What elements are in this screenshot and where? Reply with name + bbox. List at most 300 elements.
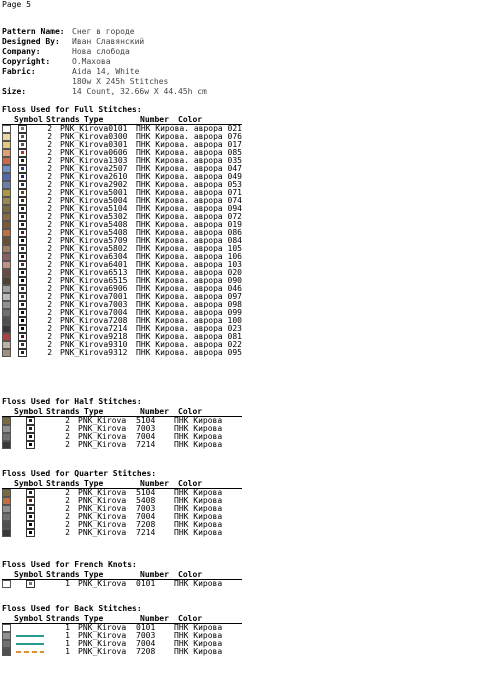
number-cell: 7004 xyxy=(136,432,156,441)
header-strands: Strands xyxy=(46,115,80,124)
strands-cell: 2 xyxy=(47,148,53,157)
color-swatch xyxy=(2,529,11,537)
symbol-cell xyxy=(11,277,34,285)
number-cell: 0301 xyxy=(108,140,128,149)
symbol-cell xyxy=(11,245,34,253)
color-swatch xyxy=(2,213,11,221)
swatch-cell xyxy=(2,253,11,261)
type-cell: PNK_Kirova xyxy=(60,332,109,341)
strands-cell: 2 xyxy=(47,156,53,165)
strands-cell: 2 xyxy=(65,424,70,433)
header-number: Number xyxy=(140,115,169,124)
color-swatch xyxy=(2,489,11,497)
meta-row xyxy=(2,37,207,47)
type-cell: PNK_Kirova xyxy=(78,432,127,441)
number-cell: 5302 xyxy=(108,212,128,221)
table-row xyxy=(2,580,242,588)
header-spacer xyxy=(2,614,14,623)
symbol-cell xyxy=(11,349,34,357)
stitch-symbol xyxy=(18,269,27,277)
color-cell: ПНК Кирова. аврора 106 xyxy=(136,252,242,261)
color-cell: ПНК Кирова. аврора 081 xyxy=(136,332,242,341)
color-swatch xyxy=(2,293,11,301)
strands-cell: 2 xyxy=(47,220,53,229)
swatch-cell xyxy=(2,632,14,640)
color-swatch xyxy=(2,229,11,237)
strands-cell: 1 xyxy=(65,579,70,588)
color-cell: ПНК Кирова. аврора 100 xyxy=(136,316,242,325)
strands-cell: 2 xyxy=(47,300,53,309)
color-swatch xyxy=(2,580,11,588)
header-color: Color xyxy=(178,115,203,124)
backstitch-line xyxy=(16,627,44,629)
stitch-symbol xyxy=(26,505,35,513)
section-title: Floss Used for Back Stitches: xyxy=(2,604,142,613)
swatch-cell xyxy=(2,125,11,133)
meta-value: Иван Славянский xyxy=(72,37,145,46)
symbol-cell xyxy=(14,505,46,513)
meta-label: Pattern Name: xyxy=(2,27,65,36)
header-strands: Strands xyxy=(46,479,80,488)
strands-cell: 2 xyxy=(65,504,70,513)
color-cell: ПНК Кирова. аврора 086 xyxy=(136,228,242,237)
strands-cell: 2 xyxy=(47,172,53,181)
stitch-symbol xyxy=(26,529,35,537)
section-title: Floss Used for French Knots: xyxy=(2,560,137,569)
section-title: Floss Used for Quarter Stitches: xyxy=(2,469,157,478)
number-cell: 5104 xyxy=(108,204,128,213)
type-cell: PNK_Kirova xyxy=(60,252,109,261)
swatch-cell xyxy=(2,497,14,505)
swatch-cell xyxy=(2,157,11,165)
stitch-symbol xyxy=(18,189,27,197)
number-cell: 7003 xyxy=(108,300,128,309)
swatch-cell xyxy=(2,189,11,197)
meta-value: О.Махова xyxy=(72,57,111,66)
stitch-symbol xyxy=(18,125,27,133)
swatch-cell xyxy=(2,433,14,441)
color-swatch xyxy=(2,205,11,213)
color-swatch xyxy=(2,133,11,141)
swatch-cell xyxy=(2,205,11,213)
stitch-symbol xyxy=(18,253,27,261)
header-spacer xyxy=(2,570,14,579)
type-cell: PNK_Kirova xyxy=(60,292,109,301)
meta-row xyxy=(2,47,207,57)
strands-cell: 2 xyxy=(47,212,53,221)
strands-cell: 1 xyxy=(65,623,70,632)
stitch-symbol xyxy=(18,309,27,317)
header-type: Type xyxy=(84,407,104,416)
type-cell: PNK_Kirova xyxy=(60,140,109,149)
color-cell: ПНК Кирова xyxy=(174,639,223,648)
floss-table xyxy=(2,604,242,656)
symbol-cell xyxy=(11,141,34,149)
color-swatch xyxy=(2,253,11,261)
number-cell: 6401 xyxy=(108,260,128,269)
number-cell: 5802 xyxy=(108,244,128,253)
type-cell: PNK_Kirova xyxy=(60,260,109,269)
color-swatch xyxy=(2,173,11,181)
type-cell: PNK_Kirova xyxy=(78,512,127,521)
symbol-cell xyxy=(14,651,46,653)
meta-label: Size: xyxy=(2,87,27,96)
color-swatch xyxy=(2,221,11,229)
color-swatch xyxy=(2,237,11,245)
type-cell: PNK_Kirova xyxy=(60,324,109,333)
symbol-cell xyxy=(14,433,46,441)
number-cell: 0300 xyxy=(108,132,128,141)
type-cell: PNK_Kirova xyxy=(60,316,109,325)
type-cell: PNK_Kirova xyxy=(60,204,109,213)
header-color: Color xyxy=(178,407,203,416)
table-row xyxy=(2,349,242,357)
swatch-cell xyxy=(2,441,14,449)
color-cell: ПНК Кирова. аврора 084 xyxy=(136,236,242,245)
color-cell: ПНК Кирова xyxy=(174,504,223,513)
backstitch-line xyxy=(16,643,44,645)
stitch-symbol xyxy=(18,205,27,213)
swatch-cell xyxy=(2,181,11,189)
color-swatch xyxy=(2,433,11,441)
number-cell: 6304 xyxy=(108,252,128,261)
color-cell: ПНК Кирова xyxy=(174,440,223,449)
swatch-cell xyxy=(2,333,11,341)
strands-cell: 2 xyxy=(65,440,70,449)
color-cell: ПНК Кирова xyxy=(174,623,223,632)
type-cell: PNK_Kirova xyxy=(60,164,109,173)
swatch-cell xyxy=(2,277,11,285)
stitch-symbol xyxy=(18,173,27,181)
header-strands: Strands xyxy=(46,614,80,623)
header-spacer xyxy=(2,479,14,488)
stitch-symbol xyxy=(26,433,35,441)
color-swatch xyxy=(2,441,11,449)
type-cell: PNK_Kirova xyxy=(78,440,127,449)
swatch-cell xyxy=(2,245,11,253)
number-cell: 7003 xyxy=(136,504,156,513)
header-number: Number xyxy=(140,570,169,579)
stitch-symbol xyxy=(18,333,27,341)
type-cell: PNK_Kirova xyxy=(60,220,109,229)
strands-cell: 2 xyxy=(47,268,53,277)
stitch-symbol xyxy=(18,133,27,141)
backstitch-line xyxy=(16,635,44,637)
stitch-symbol xyxy=(26,580,35,588)
number-cell: 7004 xyxy=(108,308,128,317)
strands-cell: 2 xyxy=(47,276,53,285)
number-cell: 5709 xyxy=(108,236,128,245)
type-cell: PNK_Kirova xyxy=(60,244,109,253)
swatch-cell xyxy=(2,221,11,229)
color-cell: ПНК Кирова. аврора 076 xyxy=(136,132,242,141)
color-cell: ПНК Кирова. аврора 094 xyxy=(136,204,242,213)
header-symbol: Symbol xyxy=(14,570,43,579)
number-cell: 5104 xyxy=(136,488,156,497)
strands-cell: 2 xyxy=(47,228,53,237)
symbol-cell xyxy=(11,309,34,317)
swatch-cell xyxy=(2,141,11,149)
symbol-cell xyxy=(14,521,46,529)
symbol-cell xyxy=(14,441,46,449)
color-cell: ПНК Кирова. аврора 099 xyxy=(136,308,242,317)
swatch-cell xyxy=(2,269,11,277)
swatch-cell xyxy=(2,640,14,648)
floss-table xyxy=(2,105,242,357)
swatch-cell xyxy=(2,133,11,141)
symbol-cell xyxy=(11,285,34,293)
type-cell: PNK_Kirova xyxy=(60,156,109,165)
color-cell: ПНК Кирова. аврора 021 xyxy=(136,124,242,133)
number-cell: 5001 xyxy=(108,188,128,197)
type-cell: PNK_Kirova xyxy=(78,528,127,537)
type-cell: PNK_Kirova xyxy=(60,196,109,205)
swatch-cell xyxy=(2,489,14,497)
stitch-symbol xyxy=(18,317,27,325)
symbol-cell xyxy=(14,627,46,629)
number-cell: 6515 xyxy=(108,276,128,285)
meta-value: Aida 14, White xyxy=(72,67,140,76)
table-row xyxy=(2,441,242,449)
number-cell: 2507 xyxy=(108,164,128,173)
color-cell: ПНК Кирова. аврора 103 xyxy=(136,260,242,269)
stitch-symbol xyxy=(18,181,27,189)
color-swatch xyxy=(2,285,11,293)
strands-cell: 2 xyxy=(47,132,53,141)
color-swatch xyxy=(2,149,11,157)
strands-cell: 2 xyxy=(47,260,53,269)
number-cell: 7208 xyxy=(108,316,128,325)
symbol-cell xyxy=(14,635,46,637)
stitch-symbol xyxy=(18,277,27,285)
type-cell: PNK_Kirova xyxy=(60,180,109,189)
swatch-cell xyxy=(2,317,11,325)
type-cell: PNK_Kirova xyxy=(60,124,109,133)
color-cell: ПНК Кирова xyxy=(174,432,223,441)
type-cell: PNK_Kirova xyxy=(78,496,127,505)
symbol-cell xyxy=(11,229,34,237)
color-swatch xyxy=(2,165,11,173)
type-cell: PNK_Kirova xyxy=(78,488,127,497)
meta-value: Снег в городе xyxy=(72,27,135,36)
strands-cell: 2 xyxy=(65,432,70,441)
color-swatch xyxy=(2,349,11,357)
color-cell: ПНК Кирова. аврора 072 xyxy=(136,212,242,221)
strands-cell: 2 xyxy=(47,164,53,173)
symbol-cell xyxy=(14,529,46,537)
header-strands: Strands xyxy=(46,570,80,579)
stitch-symbol xyxy=(18,141,27,149)
type-cell: PNK_Kirova xyxy=(60,300,109,309)
stitch-symbol xyxy=(18,293,27,301)
strands-cell: 2 xyxy=(65,488,70,497)
type-cell: PNK_Kirova xyxy=(78,504,127,513)
number-cell: 0101 xyxy=(136,579,156,588)
type-cell: PNK_Kirova xyxy=(78,647,127,656)
strands-cell: 2 xyxy=(47,244,53,253)
floss-table xyxy=(2,469,242,537)
type-cell: PNK_Kirova xyxy=(78,424,127,433)
swatch-cell xyxy=(2,648,14,656)
symbol-cell xyxy=(11,189,34,197)
type-cell: PNK_Kirova xyxy=(60,212,109,221)
strands-cell: 2 xyxy=(65,520,70,529)
color-swatch xyxy=(2,261,11,269)
type-cell: PNK_Kirova xyxy=(78,639,127,648)
color-swatch xyxy=(2,325,11,333)
color-swatch xyxy=(2,505,11,513)
header-symbol: Symbol xyxy=(14,407,43,416)
stitch-symbol xyxy=(18,229,27,237)
stitch-symbol xyxy=(18,197,27,205)
type-cell: PNK_Kirova xyxy=(60,236,109,245)
strands-cell: 2 xyxy=(47,180,53,189)
number-cell: 6513 xyxy=(108,268,128,277)
symbol-cell xyxy=(11,165,34,173)
color-cell: ПНК Кирова xyxy=(174,647,223,656)
symbol-cell xyxy=(11,197,34,205)
stitch-symbol xyxy=(18,157,27,165)
color-cell: ПНК Кирова. аврора 090 xyxy=(136,276,242,285)
symbol-cell xyxy=(11,125,34,133)
color-cell: ПНК Кирова. аврора 105 xyxy=(136,244,242,253)
header-type: Type xyxy=(84,115,104,124)
table-row xyxy=(2,529,242,537)
color-cell: ПНК Кирова xyxy=(174,579,223,588)
stitch-symbol xyxy=(18,301,27,309)
color-swatch xyxy=(2,513,11,521)
color-swatch xyxy=(2,640,11,648)
type-cell: PNK_Kirova xyxy=(60,268,109,277)
color-swatch xyxy=(2,497,11,505)
number-cell: 9312 xyxy=(108,348,128,357)
header-color: Color xyxy=(178,479,203,488)
strands-cell: 2 xyxy=(47,284,53,293)
swatch-cell xyxy=(2,261,11,269)
header-strands: Strands xyxy=(46,407,80,416)
symbol-cell xyxy=(11,133,34,141)
symbol-cell xyxy=(11,269,34,277)
color-cell: ПНК Кирова. аврора 095 xyxy=(136,348,242,357)
type-cell: PNK_Kirova xyxy=(60,348,109,357)
color-cell: ПНК Кирова. аврора 035 xyxy=(136,156,242,165)
symbol-cell xyxy=(11,237,34,245)
type-cell: PNK_Kirova xyxy=(60,172,109,181)
header-color: Color xyxy=(178,570,203,579)
meta-label: Company: xyxy=(2,47,41,56)
swatch-cell xyxy=(2,425,14,433)
meta-row xyxy=(2,67,207,77)
section-title: Floss Used for Half Stitches: xyxy=(2,397,142,406)
header-color: Color xyxy=(178,614,203,623)
number-cell: 9310 xyxy=(108,340,128,349)
number-cell: 2902 xyxy=(108,180,128,189)
number-cell: 7214 xyxy=(136,440,156,449)
color-swatch xyxy=(2,624,11,632)
swatch-cell xyxy=(2,513,14,521)
color-cell: ПНК Кирова xyxy=(174,424,223,433)
color-cell: ПНК Кирова xyxy=(174,512,223,521)
number-cell: 0101 xyxy=(108,124,128,133)
header-symbol: Symbol xyxy=(14,614,43,623)
color-swatch xyxy=(2,277,11,285)
swatch-cell xyxy=(2,165,11,173)
color-swatch xyxy=(2,425,11,433)
number-cell: 7003 xyxy=(136,631,156,640)
stitch-symbol xyxy=(18,341,27,349)
color-cell: ПНК Кирова. аврора 047 xyxy=(136,164,242,173)
symbol-cell xyxy=(11,301,34,309)
strands-cell: 2 xyxy=(47,140,53,149)
stitch-symbol xyxy=(26,425,35,433)
color-cell: ПНК Кирова xyxy=(174,416,223,425)
swatch-cell xyxy=(2,149,11,157)
strands-cell: 2 xyxy=(47,196,53,205)
stitch-symbol xyxy=(18,237,27,245)
color-cell: ПНК Кирова. аврора 020 xyxy=(136,268,242,277)
color-cell: ПНК Кирова. аврора 098 xyxy=(136,300,242,309)
number-cell: 7208 xyxy=(136,520,156,529)
header-type: Type xyxy=(84,614,104,623)
strands-cell: 2 xyxy=(47,252,53,261)
color-cell: ПНК Кирова. аврора 085 xyxy=(136,148,242,157)
swatch-cell xyxy=(2,173,11,181)
meta-label xyxy=(2,77,72,87)
stitch-symbol xyxy=(26,521,35,529)
color-cell: ПНК Кирова. аврора 017 xyxy=(136,140,242,149)
swatch-cell xyxy=(2,624,14,632)
swatch-cell xyxy=(2,505,14,513)
number-cell: 7214 xyxy=(136,528,156,537)
number-cell: 9218 xyxy=(108,332,128,341)
meta-value: 180w X 245h Stitches xyxy=(72,77,169,86)
symbol-cell xyxy=(14,643,46,645)
symbol-cell xyxy=(11,213,34,221)
swatch-cell xyxy=(2,229,11,237)
swatch-cell xyxy=(2,285,11,293)
stitch-symbol xyxy=(26,513,35,521)
strands-cell: 2 xyxy=(65,512,70,521)
pattern-info xyxy=(2,27,207,97)
swatch-cell xyxy=(2,309,11,317)
header-spacer xyxy=(2,407,14,416)
type-cell: PNK_Kirova xyxy=(60,284,109,293)
color-cell: ПНК Кирова. аврора 074 xyxy=(136,196,242,205)
color-cell: ПНК Кирова. аврора 022 xyxy=(136,340,242,349)
stitch-symbol xyxy=(18,261,27,269)
stitch-symbol xyxy=(18,213,27,221)
swatch-cell xyxy=(2,529,14,537)
symbol-cell xyxy=(14,489,46,497)
strands-cell: 2 xyxy=(47,236,53,245)
symbol-cell xyxy=(11,149,34,157)
strands-cell: 2 xyxy=(47,348,53,357)
stitch-symbol xyxy=(18,245,27,253)
strands-cell: 2 xyxy=(47,316,53,325)
number-cell: 7004 xyxy=(136,512,156,521)
strands-cell: 2 xyxy=(47,324,53,333)
swatch-cell xyxy=(2,325,11,333)
stitch-symbol xyxy=(26,497,35,505)
symbol-cell xyxy=(11,293,34,301)
backstitch-line xyxy=(16,651,44,653)
symbol-cell xyxy=(14,425,46,433)
type-cell: PNK_Kirova xyxy=(60,308,109,317)
number-cell: 5408 xyxy=(108,220,128,229)
symbol-cell xyxy=(11,181,34,189)
strands-cell: 2 xyxy=(47,308,53,317)
type-cell: PNK_Kirova xyxy=(60,148,109,157)
